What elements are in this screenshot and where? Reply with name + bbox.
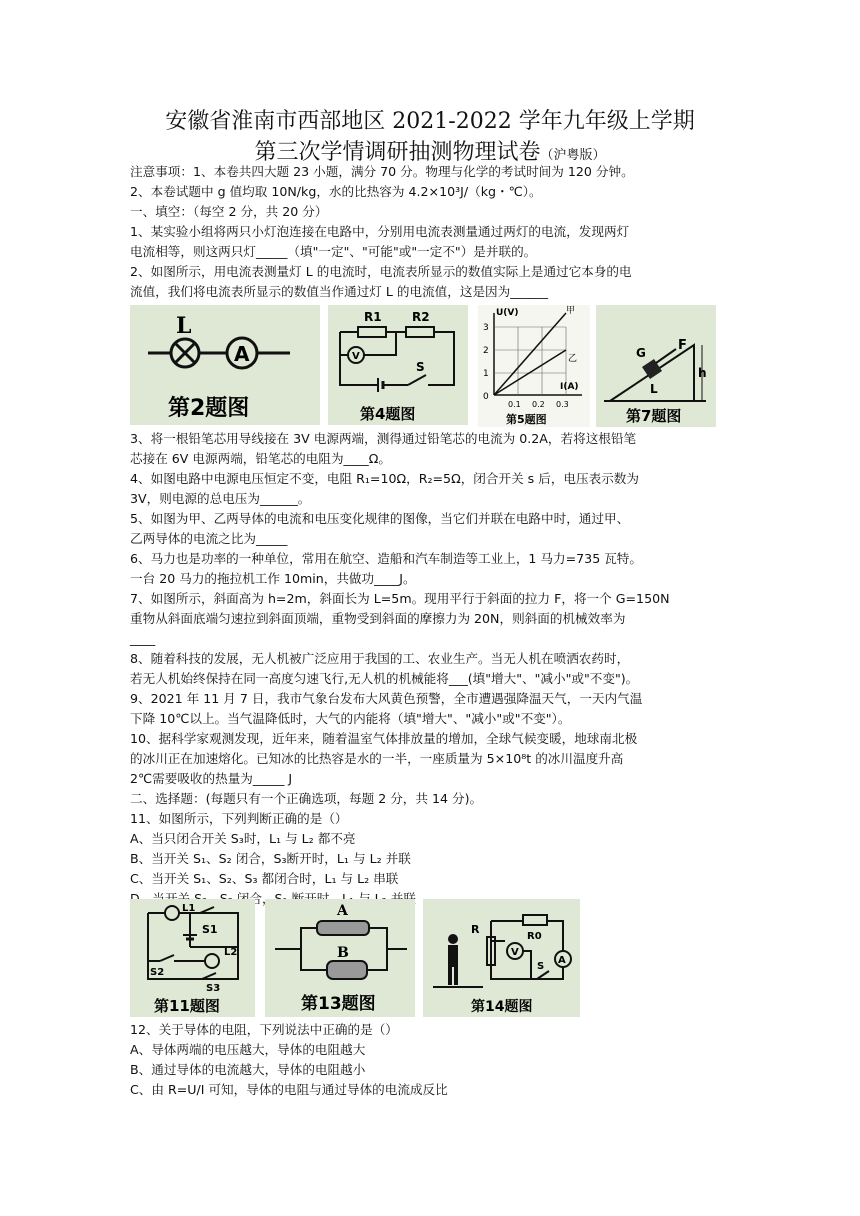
title-suffix: （沪粤版） xyxy=(540,148,606,163)
svg-text:B: B xyxy=(337,945,349,961)
svg-text:S3: S3 xyxy=(206,983,221,994)
q5-line-1: 5、如图为甲、乙两导体的电流和电压变化规律的图像，当它们并联在电路中时，通过甲、 xyxy=(130,511,630,526)
resistor-r0 xyxy=(523,915,547,925)
lamp-label: L xyxy=(176,313,192,339)
q12-option-a: A、导体两端的电压越大，导体的电阻越大 xyxy=(130,1042,366,1057)
svg-text:1: 1 xyxy=(483,369,489,379)
svg-text:0.1: 0.1 xyxy=(508,400,521,409)
svg-text:I(A): I(A) xyxy=(560,382,579,392)
svg-text:3: 3 xyxy=(483,323,489,333)
q9-line-2: 下降 10℃以上。当气温降低时，大气的内能将（填"增大"、"减小"或"不变"）。 xyxy=(130,711,571,726)
q6-line-1: 6、马力也是功率的一种单位，常用在航空、造船和汽车制造等工业上，1 马力=735 瓦特。 xyxy=(130,551,642,566)
figure-q5-graph xyxy=(478,305,590,427)
resistor-r2 xyxy=(406,327,434,337)
q1-line-2: 电流相等，则这两只灯_____（填"一定"、"可能"或"一定不"）是并联的。 xyxy=(130,244,537,259)
svg-text:0: 0 xyxy=(483,392,489,402)
q8-line-1: 8、随着科技的发展，无人机被广泛应用于我国的工、农业生产。当无人机在喷洒农药时， xyxy=(130,651,630,666)
svg-text:L: L xyxy=(650,382,658,396)
q10-line-1: 10、据科学家观测发现，近年来，随着温室气体排放量的增加，全球气候变暖，地球南北极 xyxy=(130,731,638,746)
svg-text:A: A xyxy=(558,955,566,966)
svg-text:A: A xyxy=(337,903,348,919)
figure-caption: 第11题图 xyxy=(154,997,220,1015)
q5-line-2: 乙两导体的电流之比为_____ xyxy=(130,531,288,546)
section-1-heading: 一、填空：（每空 2 分，共 20 分） xyxy=(130,204,328,219)
q6-line-2: 一台 20 马力的拖拉机工作 10min，共做功____J。 xyxy=(130,571,416,586)
svg-text:L1: L1 xyxy=(182,903,196,914)
svg-text:V: V xyxy=(352,351,360,362)
figure-q14 xyxy=(423,899,580,1017)
figure-caption: 第7题图 xyxy=(626,407,682,425)
svg-text:S2: S2 xyxy=(150,967,165,978)
q7-line-2: 重物从斜面底端匀速拉到斜面顶端，重物受到斜面的摩擦力为 20N，则斜面的机械效率为 xyxy=(130,611,626,626)
figure-q11 xyxy=(130,899,255,1017)
svg-text:G: G xyxy=(636,346,646,360)
notes-line-1: 注意事项：1、本卷共四大题 23 小题，满分 70 分。物理与化学的考试时间为 120 分钟。 xyxy=(130,164,634,179)
q1-line-1: 1、某实验小组将两只小灯泡连接在电路中，分别用电流表测量通过两灯的电流，发现两灯 xyxy=(130,224,630,239)
q12-option-c: C、由 R=U/I 可知，导体的电阻与通过导体的电流成反比 xyxy=(130,1082,448,1097)
figure-caption: 第13题图 xyxy=(301,994,376,1014)
ammeter-label: A xyxy=(234,342,250,366)
title-main: 第三次学情调研抽测物理试卷 xyxy=(254,140,541,165)
conductor-a xyxy=(317,921,369,935)
svg-text:S1: S1 xyxy=(202,923,218,936)
q11-option-a: A、当只闭合开关 S₃时，L₁ 与 L₂ 都不亮 xyxy=(130,831,356,846)
q11-option-d: 闭合，S₁ xyxy=(236,891,288,906)
q10-line-2: 的冰川正在加速熔化。已知冰的比热容是水的一半，一座质量为 5×10⁸t 的冰川温度升高 xyxy=(130,751,624,766)
q8-line-2: 若无人机始终保持在同一高度匀速飞行,无人机的机械能将___(填"增大"、"减小"或"不变")。 xyxy=(130,671,639,686)
series-jia-line xyxy=(494,313,566,395)
svg-text:2: 2 xyxy=(483,346,489,356)
svg-text:h: h xyxy=(698,366,707,380)
q7-line-3: ____ xyxy=(130,631,156,646)
svg-text:F: F xyxy=(678,338,687,353)
figure-caption: 第5题图 xyxy=(506,413,547,426)
lamp-l2 xyxy=(205,954,219,968)
svg-text:乙: 乙 xyxy=(568,354,578,364)
switch-s xyxy=(408,375,426,385)
figure-caption: 第14题图 xyxy=(471,999,533,1015)
resistor-r1 xyxy=(358,327,386,337)
svg-text:S: S xyxy=(416,360,425,374)
q11-option-c: C、当开关 S₁、S₂、S₃ 都闭合时，L₁ 与 L₂ 串联 xyxy=(130,871,399,886)
conductor-b xyxy=(327,961,367,979)
svg-text:甲: 甲 xyxy=(566,306,576,316)
figure-q7 xyxy=(596,305,716,427)
series-yi-line xyxy=(494,350,566,395)
section-2-heading: 二、选择题：(每题只有一个正确选项，每题 2 分，共 14 分)。 xyxy=(130,791,483,806)
figure-q13 xyxy=(265,899,415,1017)
svg-text:R0: R0 xyxy=(527,931,542,942)
person-icon xyxy=(448,934,458,944)
svg-text:R2: R2 xyxy=(412,310,430,324)
notes-line-2: 2、本卷试题中 g 值均取 10N/kg，水的比热容为 4.2×10³J/（kg・℃）。 xyxy=(130,184,542,199)
svg-text:U(V): U(V) xyxy=(496,308,519,318)
q9-line-1: 9、2021 年 11 月 7 日，我市气象台发布大风黄色预警，全市遭遇强降温天气，一天内气温 xyxy=(130,691,643,706)
svg-text:L2: L2 xyxy=(224,947,238,958)
svg-text:S: S xyxy=(537,961,545,972)
figure-q2 xyxy=(130,305,320,425)
figure-caption: 第2题图 xyxy=(168,396,250,421)
q7-line-1: 7、如图所示，斜面高为 h=2m，斜面长为 L=5m。现用平行于斜面的拉力 F，将一个 G=150N xyxy=(130,591,670,606)
q10-line-3: 2℃需要吸收的热量为_____ J xyxy=(130,771,293,786)
svg-text:V: V xyxy=(511,947,519,958)
q11-option-b: B、当开关 S₁、S₂ 闭合，S₃断开时，L₁ 与 L₂ 并联 xyxy=(130,851,411,866)
q4-line-2: 3V，则电源的总电压为______。 xyxy=(130,491,311,506)
svg-text:0.3: 0.3 xyxy=(556,400,569,409)
q11-stem: 11、如图所示，下列判断正确的是（） xyxy=(130,811,348,826)
q4-line-1: 4、如图电路中电源电压恒定不变，电阻 R₁=10Ω，R₂=5Ω，闭合开关 s 后，电压表示数为 xyxy=(130,471,639,486)
q2-line-2: 流值，我们将电流表所显示的数值当作通过灯 L 的电流值，这是因为______ xyxy=(130,284,549,299)
lamp-l1 xyxy=(165,906,179,920)
q12-option-b: B、通过导体的电流越大，导体的电阻越小 xyxy=(130,1062,366,1077)
q3-line-1: 3、将一根铅笔芯用导线接在 3V 电源两端，测得通过铅笔芯的电流为 0.2A，若将这根铅笔 xyxy=(130,431,637,446)
figure-q4 xyxy=(328,305,468,425)
q12-stem: 12、关于导体的电阻，下列说法中正确的是（） xyxy=(130,1022,398,1037)
q3-line-2: 芯接在 6V 电源两端，铅笔芯的电阻为____Ω。 xyxy=(130,451,391,466)
q2-line-1: 2、如图所示，用电流表测量灯 L 的电流时，电流表所显示的数值实际上是通过它本身的电 xyxy=(130,264,632,279)
svg-text:R1: R1 xyxy=(364,310,382,324)
svg-text:0.2: 0.2 xyxy=(532,400,545,409)
svg-text:R: R xyxy=(471,923,480,936)
figure-caption: 第4题图 xyxy=(360,405,416,423)
title-line-1: 安徽省淮南市西部地区 2021-2022 学年九年级上学期 xyxy=(165,109,695,134)
